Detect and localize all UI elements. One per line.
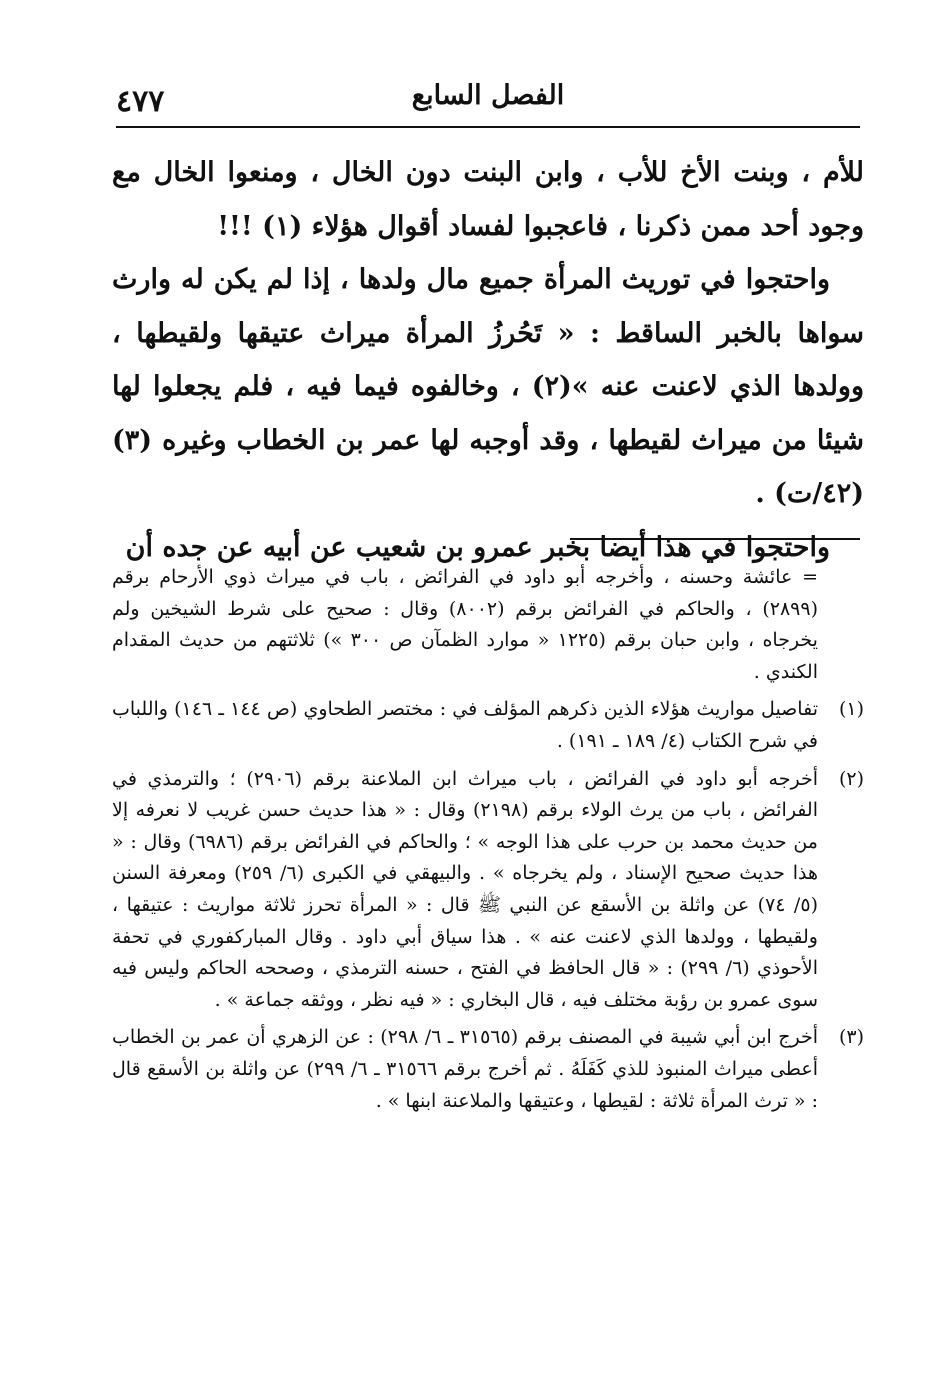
footnote-1 — [112, 694, 864, 757]
footnote-number: (٢) — [838, 767, 864, 790]
paragraph-3: واحتجوا في هذا أيضا بخبر عمرو بن شعيب عن أبيه عن جده أن — [125, 531, 830, 563]
main-text — [112, 146, 864, 574]
footnote-continuation — [112, 562, 864, 688]
footnote-number-spacer — [818, 562, 864, 688]
footnotes — [112, 562, 864, 1123]
page-header — [116, 70, 860, 128]
chapter-title: الفصل السابع — [411, 80, 565, 111]
footnote-separator — [570, 538, 860, 540]
page-number: ٤٧٧ — [116, 84, 165, 119]
paragraph-1: للأم ، وبنت الأخ للأب ، وابن البنت دون الخال ، ومنعوا الخال مع وجود أحد ممن ذكرنا ، فاعجبوا لفساد أقوال هؤلاء (١) !!! — [112, 157, 864, 242]
footnote-2 — [112, 764, 864, 1017]
footnote-number: (٣) — [838, 1026, 864, 1049]
footnote-text: أخرج ابن أبي شيبة في المصنف برقم (٣١٥٦٥ ـ ٦/ ٢٩٨) : عن الزهري أن عمر بن الخطاب أعطى ميراث المنبوذ للذي كَفَلَهُ . ثم أخرج برقم ٣١٥٦٦ ـ ٦/ ٢٩٩) عن واثلة بن الأسقع قال : « ترث المرأة ثلاثة : لقيطها ، وعتيقها والملاعنة ابنها » . — [112, 1026, 818, 1112]
footnote-text: أخرجه أبو داود في الفرائض ، باب ميراث ابن الملاعنة برقم (٢٩٠٦) ؛ والترمذي في الفرائض ، باب من يرث الولاء برقم (٢١٩٨) وقال : « هذا حديث حسن غريب لا نعرفه إلا من حديث محمد بن حرب على هذا الوجه » ؛ والحاكم في الفرائض برقم (٦٩٨٦) وقال : « هذا حديث صحيح الإسناد ، ولم يخرجاه » . والبيهقي في الكبرى (٦/ ٢٥٩) ومعرفة السنن (٥/ ٧٤) عن واثلة بن الأسقع عن النبي ﷺ قال : « المرأة تحرز ثلاثة مواريث : عتيقها ، ولقيطها ، وولدها الذي لاعنت عنه » . هذا سياق أبي داود . وقال المباركفوري في تحفة الأحوذي (٦/ ٢٩٩) : « قال الحافظ في الفتح ، حسنه الترمذي ، وصححه الحاكم وليس فيه سوى عمرو بن رؤبة مختلف فيه ، قال البخاري : « فيه نظر ، ووثقه جماعة » . — [112, 767, 818, 1011]
footnote-text: = عائشة وحسنه ، وأخرجه أبو داود في الفرائض ، باب في ميراث ذوي الأرحام برقم (٢٨٩٩) ، والحاكم في الفرائض برقم (٨٠٠٢) وقال : صحيح على شرط الشيخين ولم يخرجاه ، وابن حبان برقم (١٢٢٥ « موارد الظمآن ص ٣٠٠ ») ثلاثتهم من حديث المقدام الكندي . — [112, 566, 818, 683]
paragraph-2: واحتجوا في توريث المرأة جميع مال ولدها ، إذا لم يكن له وارث سواها بالخبر الساقط : « تَحُرزُ المرأة ميراث عتيقها ولقيطها ، وولدها الذي لاعنت عنه »(٢) ، وخالفوه فيما فيه ، فلم يجعلوا لها شيئا من ميراث لقيطها ، وقد أوجبه لها عمر بن الخطاب وغيره (٣) (٤٢/ت) . — [112, 264, 864, 509]
footnote-3 — [112, 1022, 864, 1117]
footnote-text: تفاصيل مواريث هؤلاء الذين ذكرهم المؤلف في : مختصر الطحاوي (ص ١٤٤ ـ ١٤٦) واللباب في شرح الكتاب (٤/ ١٨٩ ـ ١٩١) . — [112, 698, 818, 752]
footnote-number: (١) — [838, 698, 864, 721]
